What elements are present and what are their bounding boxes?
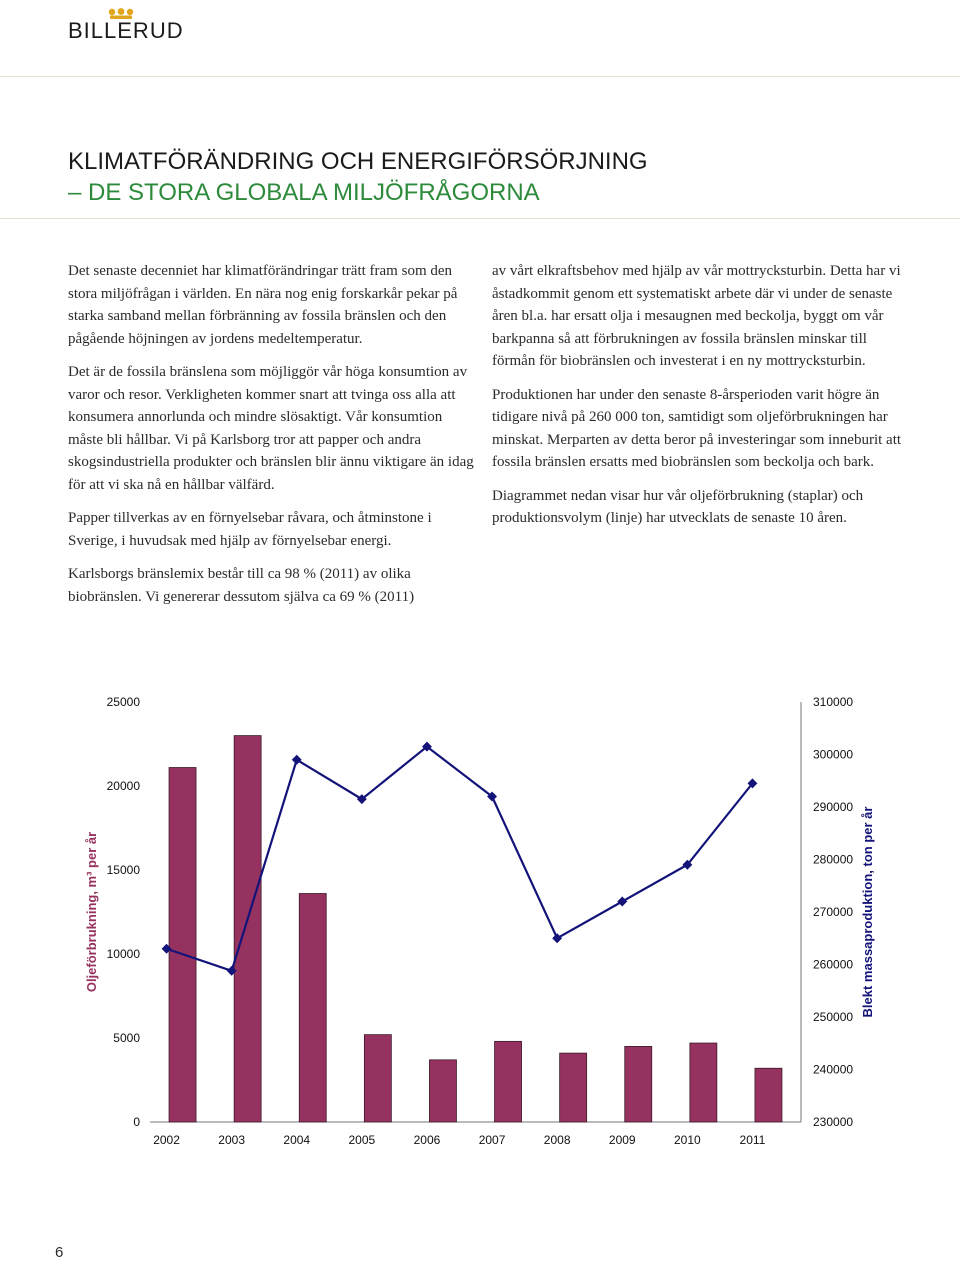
x-tick-label: 2009 bbox=[608, 1133, 636, 1147]
x-tick-label: 2006 bbox=[413, 1133, 441, 1147]
chart-line-point bbox=[617, 897, 627, 907]
y2-tick-label: 260000 bbox=[813, 957, 854, 972]
y2-tick-label: 270000 bbox=[813, 905, 854, 919]
x-tick-label: 2007 bbox=[478, 1133, 506, 1147]
page-title: KLIMATFÖRÄNDRING OCH ENERGIFÖRSÖRJNING bbox=[68, 148, 648, 175]
body-paragraph: Karlsborgs bränslemix består till ca 98 % (2011) av olika biobränslen. Vi genererar dessutom själva ca 69 % (2011) bbox=[68, 566, 415, 605]
y-tick-label: 15000 bbox=[106, 863, 140, 877]
x-tick-label: 2010 bbox=[673, 1133, 701, 1147]
body-column-left bbox=[68, 260, 478, 619]
x-tick-label: 2004 bbox=[283, 1133, 311, 1147]
chart-bar bbox=[169, 768, 196, 1122]
chart-bar bbox=[690, 1043, 717, 1122]
y2-tick-label: 300000 bbox=[813, 747, 854, 762]
chart-bar bbox=[495, 1041, 522, 1122]
body-paragraph: Produktionen har under den senaste 8-årsperioden varit högre än tidigare nivå på 260 000 ton, samtidigt som oljeförbrukningen har minskat. Merparten av detta beror på investeringar som inneburit att fossila bränslen ersatts med biobränslen som beckolja och bark. bbox=[492, 386, 902, 470]
billerud-logo bbox=[68, 8, 188, 48]
body-paragraph: Papper tillverkas av en förnyelsebar råvara, och åtminstone i Sverige, i huvudsak med hjälp av förnyelsebar energi. bbox=[68, 510, 432, 549]
chart-line-point bbox=[552, 933, 562, 943]
y-tick-label: 20000 bbox=[106, 779, 140, 793]
y2-tick-label: 310000 bbox=[813, 695, 854, 709]
body-column-right bbox=[492, 260, 902, 541]
header-divider-bottom bbox=[0, 218, 960, 219]
y2-tick-label: 230000 bbox=[813, 1115, 854, 1129]
y2-axis-title: Blekt massaproduktion, ton per år bbox=[860, 806, 875, 1018]
chart-bar bbox=[755, 1068, 782, 1122]
y-tick-label: 10000 bbox=[106, 947, 140, 961]
y2-tick-label: 250000 bbox=[813, 1010, 854, 1024]
x-tick-label: 2008 bbox=[543, 1133, 571, 1147]
body-paragraph: Det är de fossila bränslena som möjliggör vår höga konsumtion av varor och resor. Verkligheten kommer snart att tvinga oss alla att konsumera annorlunda och mindre slösaktigt. Vår konsumtion måste bli hållbar. Vi på Karlsborg tror att papper och andra skogsindustriella produkter och bränslen blir ännu viktigare än idag för att vi ska nå en hållbar välfärd. bbox=[68, 364, 474, 493]
chart-bar bbox=[234, 736, 261, 1122]
chart-bar bbox=[560, 1053, 587, 1122]
chart-bar bbox=[364, 1035, 391, 1122]
y-tick-label: 0 bbox=[133, 1115, 140, 1129]
chart-bar bbox=[429, 1060, 456, 1122]
oil-production-chart bbox=[60, 690, 900, 1160]
page-subtitle: – DE STORA GLOBALA MILJÖFRÅGORNA bbox=[68, 179, 540, 206]
x-tick-label: 2003 bbox=[218, 1133, 246, 1147]
y-tick-label: 25000 bbox=[106, 695, 140, 709]
header-divider-top bbox=[0, 76, 960, 77]
y2-tick-label: 290000 bbox=[813, 800, 854, 814]
body-paragraph: av vårt elkraftsbehov med hjälp av vår mottrycksturbin. Detta har vi åstadkommit genom ett systematiskt arbete där vi under de senaste åren bl.a. har ersatt olja i mesaugnen med beckolja, byggt om vår barkpanna så att förbrukningen av fossila bränslen minskar till förmån för biobränslen och investerat i en ny mottrycksturbin. bbox=[492, 263, 901, 369]
y-axis-title: Oljeförbrukning, m³ per år bbox=[84, 831, 99, 993]
y2-tick-label: 240000 bbox=[813, 1062, 854, 1077]
x-tick-label: 2005 bbox=[348, 1133, 376, 1147]
body-paragraph: Det senaste decenniet har klimatförändringar trätt fram som den stora miljöfrågan i världen. En nära nog enig forskarkår pekar på starka samband mellan förbränning av fossila bränslen och den pågående höjningen av jordens medeltemperatur. bbox=[68, 263, 458, 347]
x-tick-label: 2002 bbox=[153, 1133, 180, 1147]
brand-name: BILLERUD bbox=[68, 18, 184, 43]
body-paragraph: Diagrammet nedan visar hur vår oljeförbrukning (staplar) och produktionsvolym (linje) har utvecklats de senaste 10 åren. bbox=[492, 487, 864, 526]
page-number: 6 bbox=[55, 1244, 64, 1261]
chart-bar bbox=[625, 1046, 652, 1122]
chart-line-point bbox=[292, 755, 302, 765]
y2-tick-label: 280000 bbox=[813, 852, 854, 867]
x-tick-label: 2011 bbox=[739, 1133, 766, 1147]
chart-bar bbox=[299, 894, 326, 1122]
y-tick-label: 5000 bbox=[113, 1031, 140, 1045]
